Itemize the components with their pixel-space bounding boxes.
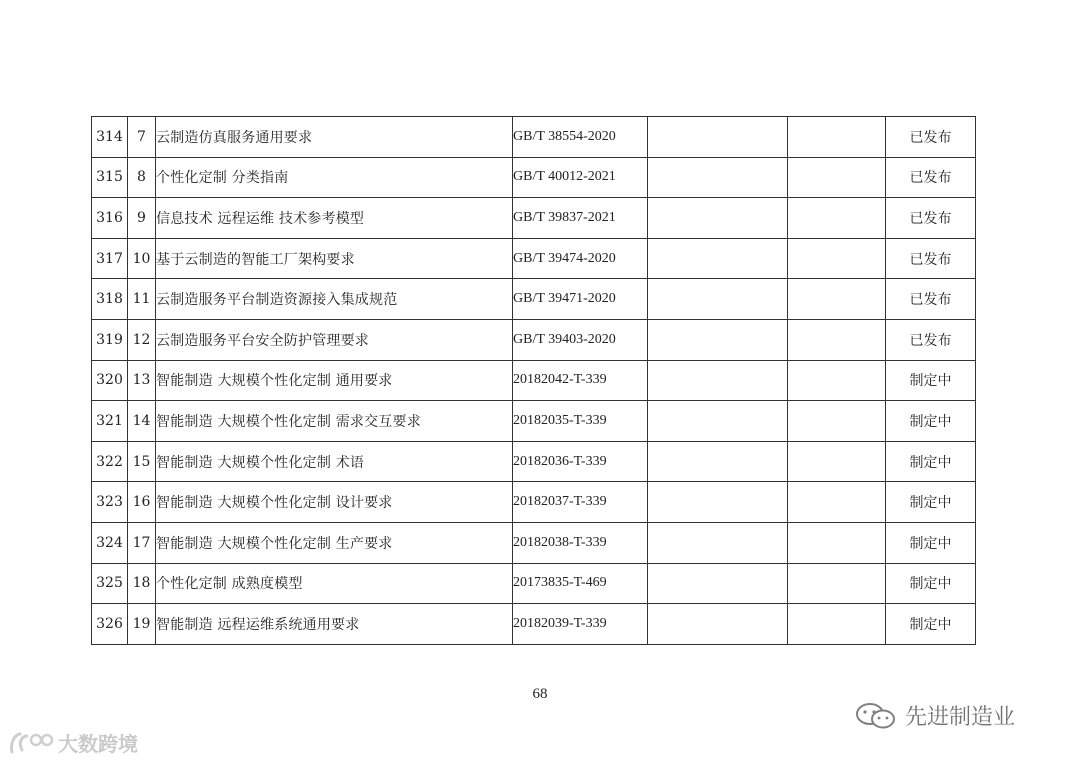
cell-empty (788, 319, 886, 360)
table-row (92, 441, 976, 482)
cell-index: 15 (128, 441, 156, 482)
cell-serial-number: 318 (92, 279, 128, 320)
cell-standard-code: 20182037-T-339 (513, 482, 648, 523)
cell-status: 制定中 (886, 604, 976, 645)
cell-status: 制定中 (886, 482, 976, 523)
cell-serial-number: 317 (92, 238, 128, 279)
cell-standard-name: 云制造服务平台安全防护管理要求 (156, 319, 513, 360)
cell-status: 已发布 (886, 319, 976, 360)
cell-empty (648, 238, 788, 279)
cell-standard-name: 智能制造 远程运维系统通用要求 (156, 604, 513, 645)
cell-empty (788, 117, 886, 158)
cell-standard-name: 信息技术 远程运维 技术参考模型 (156, 198, 513, 239)
cell-serial-number: 321 (92, 401, 128, 442)
cell-status: 制定中 (886, 441, 976, 482)
cell-serial-number: 325 (92, 563, 128, 604)
table-row (92, 117, 976, 158)
cell-serial-number: 326 (92, 604, 128, 645)
cell-empty (788, 279, 886, 320)
cell-serial-number: 316 (92, 198, 128, 239)
cell-index: 14 (128, 401, 156, 442)
cell-standard-code: GB/T 39474-2020 (513, 238, 648, 279)
cell-standard-code: 20182038-T-339 (513, 522, 648, 563)
cell-standard-name: 基于云制造的智能工厂架构要求 (156, 238, 513, 279)
cell-empty (648, 604, 788, 645)
cell-empty (648, 279, 788, 320)
watermark-right (855, 700, 1015, 731)
table-row (92, 279, 976, 320)
cell-empty (788, 522, 886, 563)
cell-empty (788, 401, 886, 442)
cell-serial-number: 322 (92, 441, 128, 482)
table-row (92, 360, 976, 401)
cell-empty (788, 238, 886, 279)
cell-standard-code: GB/T 39471-2020 (513, 279, 648, 320)
cell-empty (788, 441, 886, 482)
cell-status: 制定中 (886, 522, 976, 563)
cell-status: 已发布 (886, 198, 976, 239)
table-row (92, 238, 976, 279)
cell-standard-code: GB/T 40012-2021 (513, 157, 648, 198)
cell-serial-number: 315 (92, 157, 128, 198)
cell-index: 16 (128, 482, 156, 523)
cell-standard-code: 20182042-T-339 (513, 360, 648, 401)
table-row (92, 604, 976, 645)
cell-empty (648, 360, 788, 401)
cell-standard-name: 智能制造 大规模个性化定制 术语 (156, 441, 513, 482)
cell-standard-code: 20182039-T-339 (513, 604, 648, 645)
cell-standard-code: 20182036-T-339 (513, 441, 648, 482)
cell-index: 17 (128, 522, 156, 563)
table-row (92, 563, 976, 604)
cell-status: 已发布 (886, 157, 976, 198)
cell-empty (648, 482, 788, 523)
cell-standard-name: 云制造仿真服务通用要求 (156, 117, 513, 158)
cell-serial-number: 314 (92, 117, 128, 158)
cell-standard-name: 智能制造 大规模个性化定制 设计要求 (156, 482, 513, 523)
cell-standard-name: 云制造服务平台制造资源接入集成规范 (156, 279, 513, 320)
watermark-left-text: 大数跨境 (58, 732, 138, 756)
standards-table (91, 116, 976, 645)
cell-standard-code: GB/T 39837-2021 (513, 198, 648, 239)
cell-empty (788, 563, 886, 604)
watermark-right-text: 先进制造业 (905, 705, 1016, 730)
brand-logo-icon (8, 730, 54, 756)
cell-serial-number: 323 (92, 482, 128, 523)
cell-empty (648, 441, 788, 482)
cell-serial-number: 319 (92, 319, 128, 360)
table-body (92, 117, 976, 645)
cell-empty (788, 482, 886, 523)
cell-status: 已发布 (886, 117, 976, 158)
table-row (92, 522, 976, 563)
cell-status: 制定中 (886, 401, 976, 442)
table-row (92, 157, 976, 198)
cell-serial-number: 324 (92, 522, 128, 563)
cell-index: 7 (128, 117, 156, 158)
cell-status: 已发布 (886, 238, 976, 279)
table-row (92, 319, 976, 360)
cell-standard-name: 智能制造 大规模个性化定制 生产要求 (156, 522, 513, 563)
cell-standard-code: 20182035-T-339 (513, 401, 648, 442)
cell-standard-name: 个性化定制 分类指南 (156, 157, 513, 198)
cell-empty (648, 319, 788, 360)
cell-empty (648, 563, 788, 604)
cell-standard-name: 智能制造 大规模个性化定制 通用要求 (156, 360, 513, 401)
cell-standard-name: 智能制造 大规模个性化定制 需求交互要求 (156, 401, 513, 442)
cell-standard-code: 20173835-T-469 (513, 563, 648, 604)
cell-index: 19 (128, 604, 156, 645)
cell-empty (788, 604, 886, 645)
cell-standard-name: 个性化定制 成熟度模型 (156, 563, 513, 604)
cell-empty (648, 401, 788, 442)
cell-index: 13 (128, 360, 156, 401)
cell-index: 10 (128, 238, 156, 279)
cell-index: 8 (128, 157, 156, 198)
cell-index: 12 (128, 319, 156, 360)
page-number: 68 (532, 686, 548, 702)
cell-empty (648, 522, 788, 563)
cell-empty (788, 198, 886, 239)
cell-index: 11 (128, 279, 156, 320)
cell-status: 已发布 (886, 279, 976, 320)
cell-empty (648, 117, 788, 158)
cell-status: 制定中 (886, 360, 976, 401)
cell-empty (788, 157, 886, 198)
wechat-icon (855, 702, 899, 730)
cell-status: 制定中 (886, 563, 976, 604)
cell-index: 18 (128, 563, 156, 604)
table-row (92, 482, 976, 523)
cell-index: 9 (128, 198, 156, 239)
cell-standard-code: GB/T 38554-2020 (513, 117, 648, 158)
table-row (92, 198, 976, 239)
cell-serial-number: 320 (92, 360, 128, 401)
cell-empty (648, 198, 788, 239)
cell-standard-code: GB/T 39403-2020 (513, 319, 648, 360)
cell-empty (648, 157, 788, 198)
watermark-left (8, 728, 138, 757)
cell-empty (788, 360, 886, 401)
table-row (92, 401, 976, 442)
